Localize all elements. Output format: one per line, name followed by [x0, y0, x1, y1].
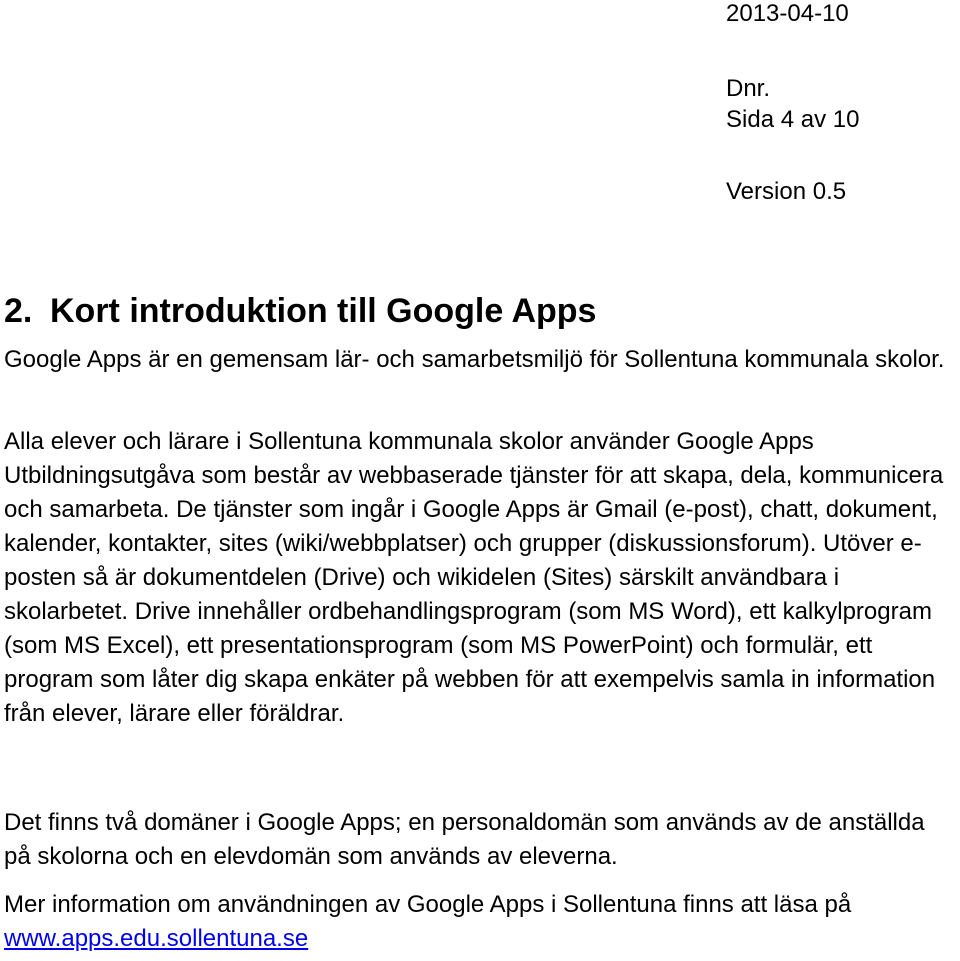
page-number: Sida 4 av 10 [726, 106, 860, 133]
domains-paragraph: Det finns två domäner i Google Apps; en personaldomän som används av de anställda på skolorna och en elevdomän som används av eleverna. [4, 809, 925, 870]
document-date: 2013-04-10 [726, 0, 849, 27]
intro-paragraph: Google Apps är en gemensam lär- och samarbetsmiljö för Sollentuna kommunala skolor. [4, 346, 945, 373]
document-dnr: Dnr. [726, 75, 771, 102]
section-number: 2. [4, 292, 33, 330]
section-heading [4, 290, 596, 332]
website-link[interactable]: www.apps.edu.sollentuna.se [4, 925, 309, 952]
section-title: Kort introduktion till Google Apps [50, 292, 597, 330]
document-version: Version 0.5 [726, 178, 847, 205]
services-paragraph: Alla elever och lärare i Sollentuna kommunala skolor använder Google Apps Utbildningsutgåva som består av webbaserade tjänster för att skapa, dela, kommunicera och samarbeta. De tjänster som ingår i Google Apps är Gmail (e-post), chatt, dokument, kalender, kontakter, sites (wiki/webbplatser) och grupper (diskussionsforum). Utöver e-posten så är dokumentdelen (Drive) och wikidelen (Sites) särskilt användbara i skolarbetet. Drive innehåller ordbehandlingsprogram (som MS Word), ett kalkylprogram (som MS Excel), ett presentationsprogram (som MS PowerPoint) och formulär, ett program som låter dig skapa enkäter på webben för att exempelvis samla in information från elever, lärare eller föräldrar. [4, 428, 944, 727]
more-info-text: Mer information om användningen av Google Apps i Sollentuna finns att läsa på [4, 891, 852, 918]
more-info-paragraph [4, 888, 956, 956]
